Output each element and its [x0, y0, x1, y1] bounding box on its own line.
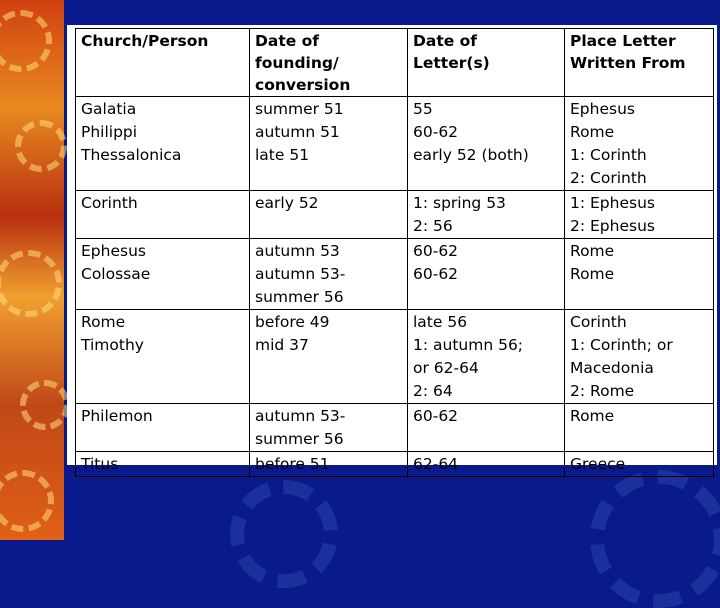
table-row — [76, 404, 714, 452]
table-cell: late 56 1: autumn 56; or 62-64 2: 64 — [408, 310, 565, 404]
table-cell: Greece — [565, 452, 714, 477]
table-row — [76, 191, 714, 239]
letters-table — [75, 28, 714, 477]
table-cell: Rome Rome — [565, 239, 714, 310]
table-cell: Rome Timothy — [76, 310, 250, 404]
letters-table-panel — [67, 25, 717, 473]
decorative-side-strip — [0, 0, 64, 540]
table-cell: autumn 53- summer 56 — [250, 404, 408, 452]
table-cell: Ephesus Colossae — [76, 239, 250, 310]
gear-icon — [20, 380, 70, 430]
table-row — [76, 239, 714, 310]
gear-icon — [0, 250, 62, 317]
table-cell: Titus — [76, 452, 250, 477]
table-header-row — [76, 29, 714, 97]
gear-icon — [0, 10, 52, 72]
table-cell: Rome — [565, 404, 714, 452]
table-cell: before 49 mid 37 — [250, 310, 408, 404]
table-cell: 62-64 — [408, 452, 565, 477]
header-church-person: Church/Person — [76, 29, 250, 97]
table-row — [76, 97, 714, 191]
table-cell: 60-62 60-62 — [408, 239, 565, 310]
header-place-written: Place Letter Written From — [565, 29, 714, 97]
table-cell: Philemon — [76, 404, 250, 452]
table-cell: early 52 — [250, 191, 408, 239]
header-date-letters: Date of Letter(s) — [408, 29, 565, 97]
gear-icon — [15, 120, 67, 172]
gear-icon — [0, 470, 54, 532]
table-cell: Galatia Philippi Thessalonica — [76, 97, 250, 191]
table-cell: 1: Ephesus 2: Ephesus — [565, 191, 714, 239]
table-cell: 55 60-62 early 52 (both) — [408, 97, 565, 191]
table-cell: Ephesus Rome 1: Corinth 2: Corinth — [565, 97, 714, 191]
gear-icon — [590, 470, 720, 608]
table-row — [76, 310, 714, 404]
table-cell: autumn 53 autumn 53- summer 56 — [250, 239, 408, 310]
table-cell: 60-62 — [408, 404, 565, 452]
table-row — [76, 452, 714, 477]
table-cell: before 51 — [250, 452, 408, 477]
header-date-founding: Date of founding/ conversion — [250, 29, 408, 97]
table-cell: 1: spring 53 2: 56 — [408, 191, 565, 239]
table-cell: Corinth — [76, 191, 250, 239]
table-cell: summer 51 autumn 51 late 51 — [250, 97, 408, 191]
table-cell: Corinth 1: Corinth; or Macedonia 2: Rome — [565, 310, 714, 404]
gear-icon — [230, 480, 338, 588]
